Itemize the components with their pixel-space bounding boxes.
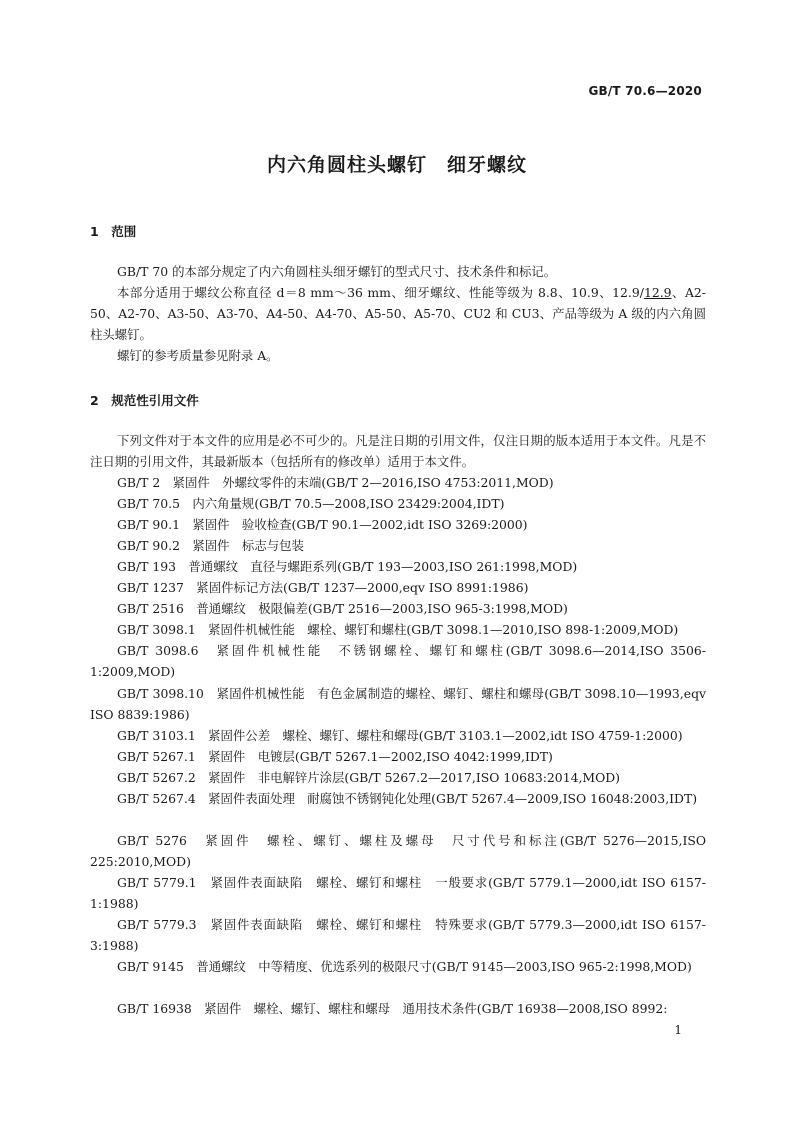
reference-item: GB/T 9145 普通螺纹 中等精度、优选系列的极限尺寸(GB/T 9145—2003,ISO 965-2:1998,MOD) (117, 959, 692, 974)
reference-item: GB/T 5779.1 紧固件表面缺陷 螺栓、螺钉和螺柱 一般要求(GB/T 5779.1—2000,idt ISO 6157-1:1988) (90, 875, 706, 911)
section-1-paragraph-2 (90, 283, 706, 345)
reference-item: GB/T 2516 普通螺纹 极限偏差(GB/T 2516—2003,ISO 965-3:1998,MOD) (117, 601, 568, 616)
reference-item: GB/T 2 紧固件 外螺纹零件的末端(GB/T 2—2016,ISO 4753:2011,MOD) (117, 475, 554, 490)
standard-code: GB/T 70.6—2020 (588, 84, 702, 98)
reference-item: GB/T 16938 紧固件 螺栓、螺钉、螺柱和螺母 通用技术条件(GB/T 16938—2008,ISO 8992: (117, 1001, 668, 1016)
document-title: 内六角圆柱头螺钉 细牙螺纹 (266, 154, 527, 176)
reference-item: GB/T 3098.6 紧固件机械性能 不锈钢螺栓、螺钉和螺柱(GB/T 3098.6—2014,ISO 3506-1:2009,MOD) (90, 643, 706, 679)
reference-item: GB/T 3103.1 紧固件公差 螺栓、螺钉、螺柱和螺母(GB/T 3103.1—2002,idt ISO 4759-1:2000) (117, 728, 683, 743)
reference-item: GB/T 5779.3 紧固件表面缺陷 螺栓、螺钉和螺柱 特殊要求(GB/T 5779.3—2000,idt ISO 6157-3:1988) (90, 917, 706, 953)
section-1-paragraph-1: GB/T 70 的本部分规定了内六角圆柱头细牙螺钉的型式尺寸、技术条件和标记。 (117, 264, 557, 279)
section-1-paragraph-3: 螺钉的参考质量参见附录 A。 (117, 348, 279, 363)
section-1-heading: 1 范围 (90, 224, 137, 239)
reference-item: GB/T 193 普通螺纹 直径与螺距系列(GB/T 193—2003,ISO 261:1998,MOD) (117, 559, 578, 574)
underlined-grade: 12.9 (643, 285, 672, 300)
reference-item: GB/T 90.2 紧固件 标志与包装 (117, 538, 304, 553)
reference-item: GB/T 90.1 紧固件 验收检查(GB/T 90.1—2002,idt ISO 3269:2000) (117, 517, 528, 532)
reference-item: GB/T 5267.2 紧固件 非电解锌片涂层(GB/T 5267.2—2017,ISO 10683:2014,MOD) (117, 770, 621, 785)
section-2-intro: 下列文件对于本文件的应用是必不可少的。凡是注日期的引用文件，仅注日期的版本适用于本文件。凡是不注日期的引用文件，其最新版本（包括所有的修改单）适用于本文件。 (90, 433, 706, 469)
paragraph-2-text-b: 、A2-50、A2-70、A3-50、A3-70、A4-50、A4-70、A5-50、A5-70、CU2 和 CU3、产品等级为 A 级的内六角圆柱头螺钉。 (90, 285, 706, 342)
reference-item: GB/T 1237 紧固件标记方法(GB/T 1237—2000,eqv ISO 8991:1986) (117, 580, 529, 595)
reference-item: GB/T 70.5 内六角量规(GB/T 70.5—2008,ISO 23429:2004,IDT) (117, 496, 505, 511)
reference-item: GB/T 5276 紧固件 螺栓、螺钉、螺柱及螺母 尺寸代号和标注(GB/T 5276—2015,ISO 225:2010,MOD) (90, 833, 706, 869)
page-number: 1 (674, 1023, 682, 1037)
reference-item: GB/T 5267.4 紧固件表面处理 耐腐蚀不锈钢钝化处理(GB/T 5267.4—2009,ISO 16048:2003,IDT) (117, 791, 698, 806)
reference-item: GB/T 5267.1 紧固件 电镀层(GB/T 5267.1—2002,ISO 4042:1999,IDT) (117, 749, 553, 764)
reference-item: GB/T 3098.10 紧固件机械性能 有色金属制造的螺栓、螺钉、螺柱和螺母(GB/T 3098.10—1993,eqv ISO 8839:1986) (90, 686, 706, 722)
section-2-heading: 2 规范性引用文件 (90, 393, 199, 408)
reference-item: GB/T 3098.1 紧固件机械性能 螺栓、螺钉和螺柱(GB/T 3098.1—2010,ISO 898-1:2009,MOD) (117, 622, 679, 637)
paragraph-2-text-a: 本部分适用于螺纹公称直径 d＝8 mm～36 mm、细牙螺纹、性能等级为 8.8、10.9、12.9/ (117, 285, 644, 300)
